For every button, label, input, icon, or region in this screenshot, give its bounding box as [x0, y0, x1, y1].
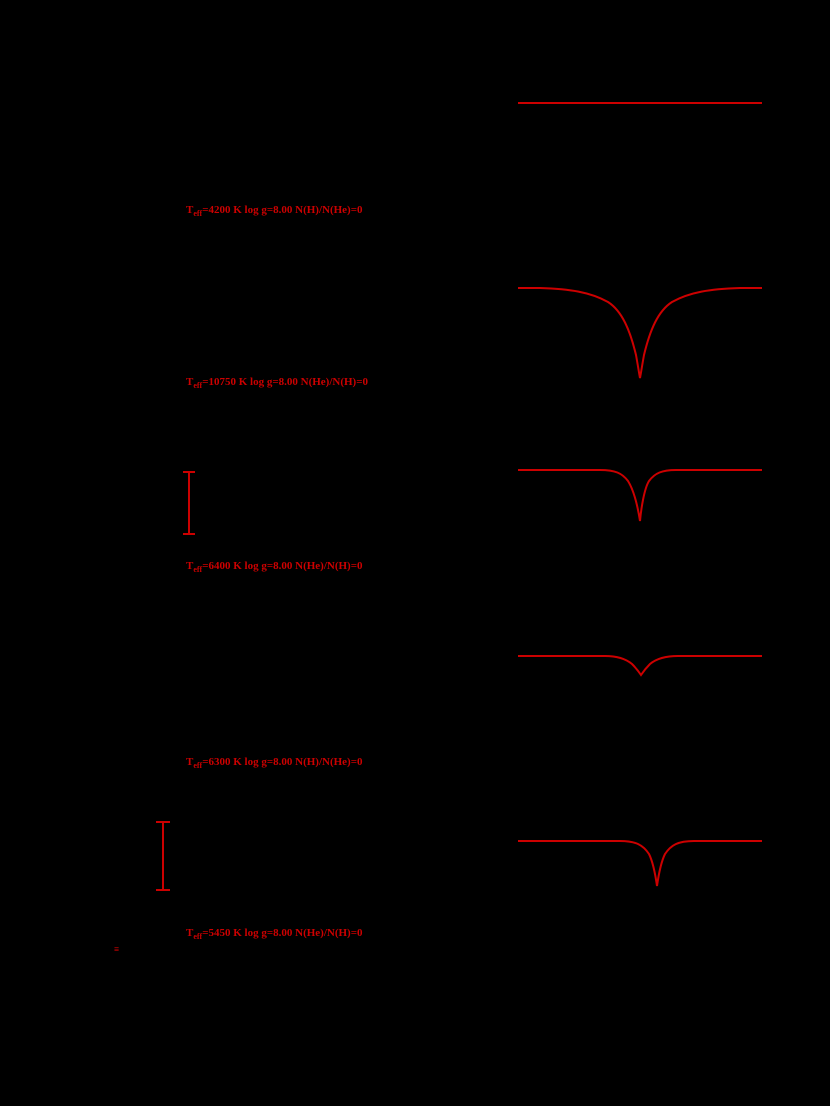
- panel-label-2-subscript: eff: [193, 381, 203, 391]
- panel-label-2-symbol: T: [186, 376, 194, 388]
- panel-label-3-text: =6400 K log g=8.00 N(He)/N(H)=0: [202, 560, 363, 572]
- axis-tick-mark: ≡: [114, 944, 120, 954]
- panel-label-5-symbol: T: [186, 927, 194, 939]
- panel-label-4-symbol: T: [186, 756, 194, 768]
- spectrum-curve-2: [518, 288, 762, 378]
- panel-label-5-subscript: eff: [193, 932, 203, 942]
- panel-label-1-text: =4200 K log g=8.00 N(H)/N(He)=0: [202, 204, 363, 216]
- panel-label-4-subscript: eff: [193, 761, 203, 771]
- panel-label-2-text: =10750 K log g=8.00 N(He)/N(H)=0: [202, 376, 368, 388]
- panel-label-1-symbol: T: [186, 204, 194, 216]
- panel-label-3: [186, 560, 363, 574]
- errorbar-1: [183, 472, 195, 534]
- panel-label-2: [186, 376, 368, 390]
- panel-label-4: [186, 756, 363, 770]
- panel-label-1-subscript: eff: [193, 209, 203, 219]
- panel-label-3-symbol: T: [186, 560, 194, 572]
- spectrum-curve-5: [518, 841, 762, 886]
- errorbar-2: [156, 822, 170, 890]
- panel-label-3-subscript: eff: [193, 565, 203, 575]
- panel-label-5-text: =5450 K log g=8.00 N(He)/N(H)=0: [202, 927, 363, 939]
- panel-label-4-text: =6300 K log g=8.00 N(H)/N(He)=0: [202, 756, 363, 768]
- spectrum-curve-3: [518, 470, 762, 521]
- spectrum-curve-4: [518, 656, 762, 675]
- panel-label-1: [186, 204, 363, 218]
- panel-label-5: [186, 927, 363, 941]
